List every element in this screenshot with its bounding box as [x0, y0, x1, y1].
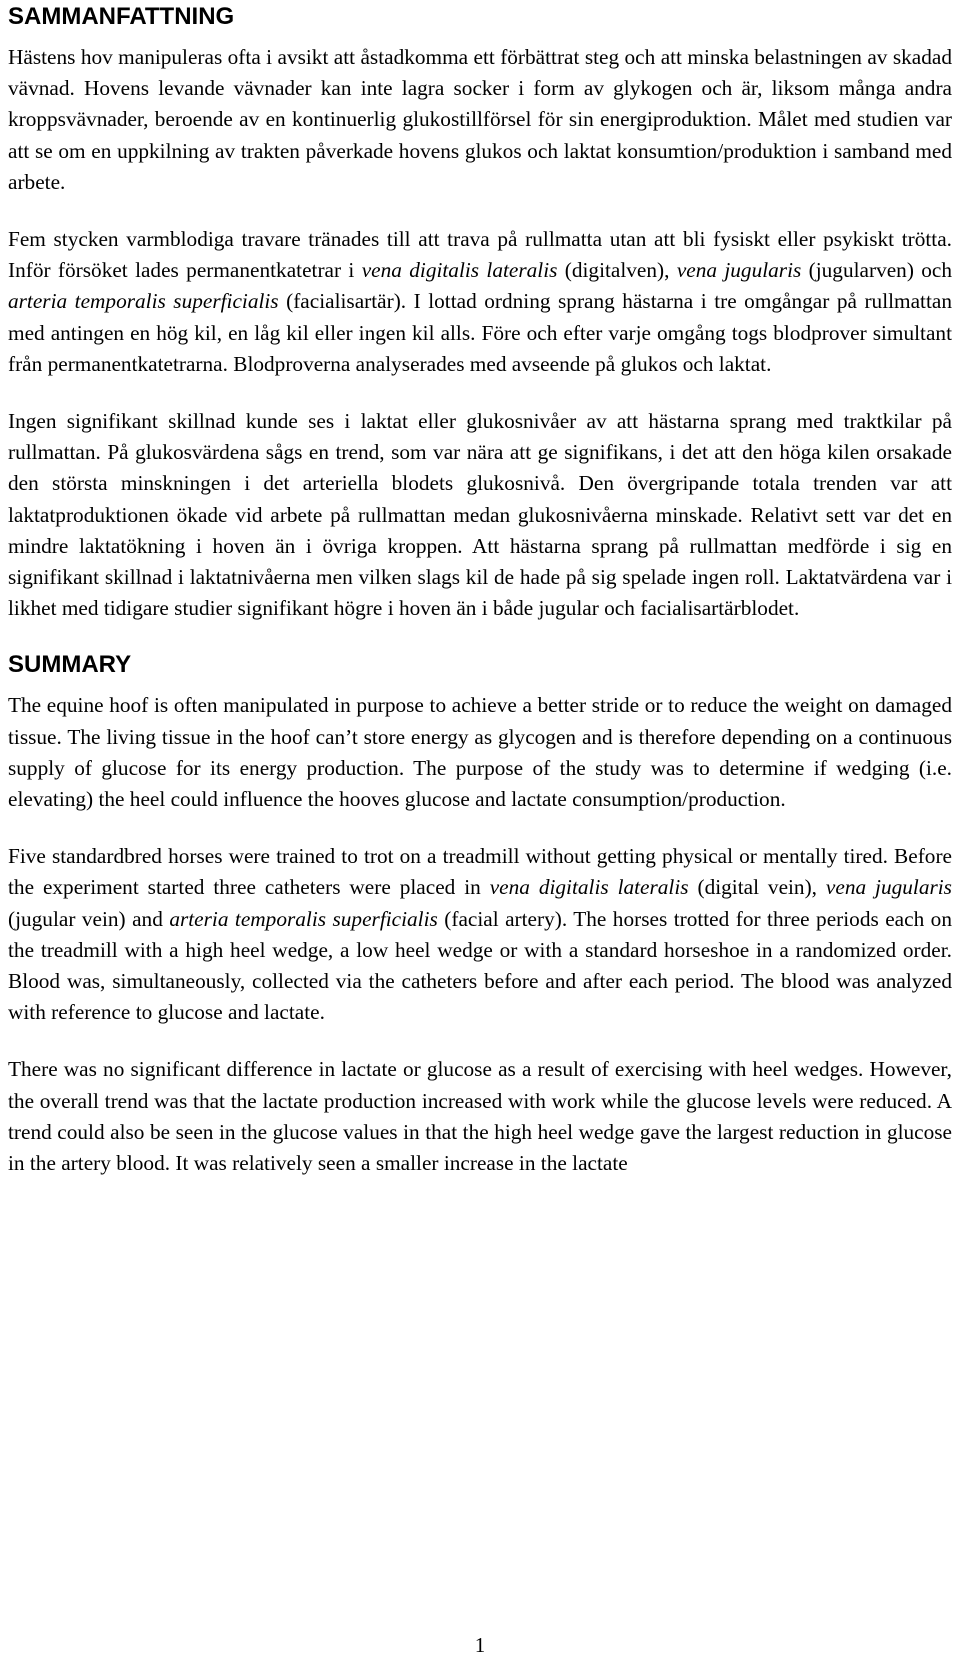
english-paragraph-2: Five standardbred horses were trained to trot on a treadmill without getting physical or mentally tired. Before the experiment started three catheters were placed in vena digitalis lateralis (digital vein), vena jugularis (jugular vein) and arteria temporalis superficialis (facial artery). The horses trotted for three periods each on the treadmill with a high heel wedge, a low heel wedge or with a standard horseshoe in a randomized order. Blood was, simultaneously, collected via the catheters before and after each period. The blood was analyzed with reference to glucose and lactate. — [8, 844, 952, 1025]
latin-term: arteria temporalis superficialis — [169, 906, 438, 931]
latin-term: vena digitalis lateralis — [361, 258, 558, 283]
latin-term: arteria temporalis superficialis — [8, 289, 279, 314]
english-paragraph-3: There was no significant difference in lactate or glucose as a result of exercising with heel wedges. However, the overall trend was that the lactate production increased with work while the glucose levels were reduced. A trend could also be seen in the glucose values in that the high heel wedge gave the largest reduction in glucose in the artery blood. It was relatively seen a smaller increase in the lactate — [8, 1057, 952, 1176]
english-summary-heading: SUMMARY — [8, 651, 132, 679]
swedish-paragraph-1: Hästens hov manipuleras ofta i avsikt att åstadkomma ett förbättrat steg och att minska belastningen av skadad vävnad. Hovens levande vävnader kan inte lagra socker i form av glykogen och är, liksom många andra kroppsvävnader, beroende av en kontinuerlig glukostillförsel för sin energiproduktion. Målet med studien var att se om en uppkilning av trakten påverkade hovens glukos och laktat konsumtion/produktion i samband med arbete. — [8, 45, 952, 194]
latin-term: vena jugularis — [825, 875, 952, 900]
document-page — [8, 0, 952, 1205]
english-paragraph-1: The equine hoof is often manipulated in purpose to achieve a better stride or to reduce the weight on damaged tissue. The living tissue in the hoof can’t store energy as glycogen and is therefore depending on a continuous supply of glucose for its energy production. The purpose of the study was to determine if wedging (i.e. elevating) the heel could influence the hooves glucose and lactate consumption/production. — [8, 693, 952, 812]
page-number: 1 — [474, 1633, 486, 1657]
swedish-paragraph-3: Ingen signifikant skillnad kunde ses i laktat eller glukosnivåer av att hästarna sprang med traktkilar på rullmattan. På glukosvärdena sågs en trend, som var nära att ge signifikans, i det att den höga kilen orsakade den största minskningen i det arteriella blodets glukosnivå. Den övergripande totala trenden var att laktatproduktionen ökade vid arbete på rullmattan medan glukosnivåerna minskade. Relativt sett var det en mindre laktatökning i hoven än i övriga kroppen. Att hästarna sprang på rullmattan medförde i sig en signifikant skillnad i laktatnivåerna men vilken slags kil de hade på sig spelade ingen roll. Laktatvärdena var i likhet med tidigare studier signifikant högre i hoven än i både jugular och facialisartärblodet. — [8, 409, 952, 621]
latin-term: vena jugularis — [676, 258, 802, 283]
latin-term: vena digitalis lateralis — [489, 875, 689, 900]
swedish-summary-heading: SAMMANFATTNING — [8, 3, 235, 30]
swedish-paragraph-2: Fem stycken varmblodiga travare tränades till att trava på rullmatta utan att bli fysiskt eller psykiskt trötta. Inför försöket lades permanentkatetrar i vena digitalis lateralis (digitalven), vena jugularis (jugularven) och arteria temporalis superficialis (facialisartär). I lottad ordning sprang hästarna i tre omgångar på rullmattan med antingen en hög kil, en låg kil eller ingen kil alls. Före och efter varje omgång togs blodprover simultant från permanentkatetrarna. Blodproverna analyserades med avseende på glukos och laktat. — [8, 227, 953, 376]
